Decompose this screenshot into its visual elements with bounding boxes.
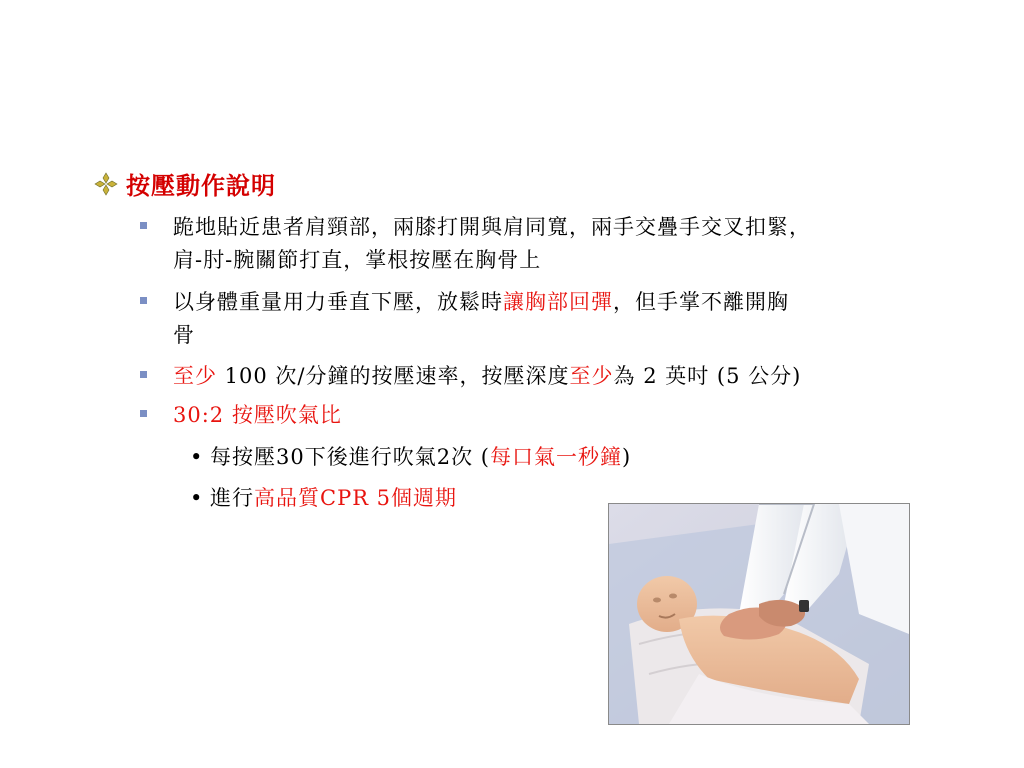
dot-bullet-icon: • (190, 445, 204, 469)
text-segment: ) (621, 445, 632, 469)
highlight-text: 30:2 按壓吹氣比 (173, 403, 342, 427)
section-heading (94, 166, 276, 201)
bullet-line: 肩-肘-腕關節打直，掌根按壓在胸骨上 (173, 248, 542, 272)
bullet-text (173, 360, 1000, 393)
bullet-line: 骨 (173, 323, 195, 347)
text-segment: ，但手掌不離開胸 (613, 290, 789, 314)
cpr-photo-illustration (609, 504, 909, 724)
bullet-text (173, 286, 1000, 352)
dot-bullet-icon: • (190, 486, 204, 510)
highlight-text: 讓胸部回彈 (503, 290, 613, 314)
text-segment: 每按壓30下後進行吹氣2次 ( (210, 445, 490, 469)
text-segment: 為 2 英吋 (5 公分) (613, 364, 802, 388)
subbullet-item-breaths (190, 441, 631, 473)
bullet-text (173, 399, 1000, 432)
square-bullet-icon (140, 371, 147, 378)
bullet-text (173, 211, 1000, 277)
text-segment: 進行 (210, 486, 254, 510)
highlight-text: 至少 (173, 364, 217, 388)
bullet-item-compression (140, 286, 1000, 352)
square-bullet-icon (140, 222, 147, 229)
text-segment: 100 次/分鐘的按壓速率，按壓深度 (217, 364, 570, 388)
bullet-line: 跪地貼近患者肩頸部，兩膝打開與肩同寬，兩手交疊手交叉扣緊， (173, 215, 811, 239)
diamond-bullet-icon (94, 172, 118, 196)
square-bullet-icon (140, 297, 147, 304)
bullet-item-ratio (140, 399, 1000, 432)
cpr-demonstration-photo (608, 503, 910, 725)
square-bullet-icon (140, 410, 147, 417)
highlight-text: 每口氣一秒鐘 (489, 445, 622, 469)
heading-title: 按壓動作說明 (126, 171, 276, 200)
highlight-text: 至少 (569, 364, 614, 388)
bullet-item-posture (140, 211, 1000, 277)
text-segment: 以身體重量用力垂直下壓，放鬆時 (173, 290, 503, 314)
subbullet-item-cycles (190, 482, 457, 514)
bullet-item-rate (140, 360, 1000, 393)
highlight-text: 高品質CPR 5個週期 (254, 486, 458, 510)
